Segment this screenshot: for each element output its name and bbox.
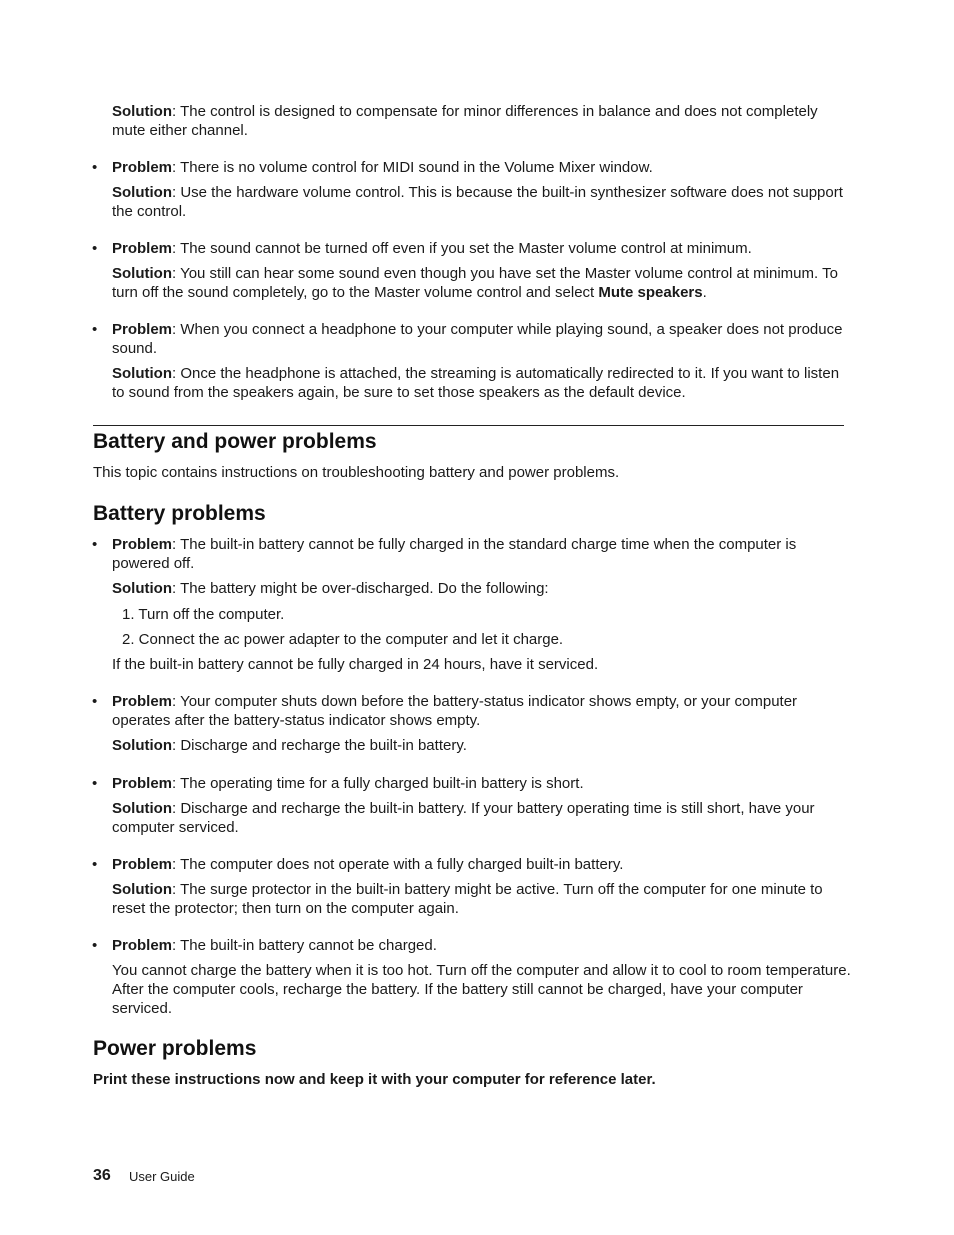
solution-label: Solution (112, 184, 172, 201)
solution-followup: If the built-in battery cannot be fully charged in 24 hours, have it serviced. (112, 656, 599, 673)
bullet: • (92, 693, 98, 710)
solution-paragraph (112, 102, 852, 140)
solution-label: Solution (112, 580, 172, 597)
solution-text: : Discharge and recharge the built-in battery. If your battery operating time is still short, have your computer serviced. (112, 800, 815, 836)
problem-paragraph (112, 535, 852, 573)
problem-label: Problem (112, 536, 173, 553)
bullet: • (92, 536, 98, 553)
page-number: 36 (93, 1167, 111, 1184)
problem-text: : The sound cannot be turned off even if you set the Master volume control at minimum. (172, 240, 752, 257)
problem-label: Problem (112, 775, 173, 792)
solution-text: : Discharge and recharge the built-in battery. (172, 737, 467, 754)
problem-paragraph (112, 692, 852, 730)
bullet: • (92, 159, 98, 176)
solution-paragraph (112, 799, 852, 837)
solution-label: Solution (112, 265, 172, 282)
bullet: • (92, 775, 98, 792)
solution-paragraph (112, 880, 852, 918)
solution-label: Solution (112, 881, 172, 898)
numbered-step: 1. Turn off the computer. (122, 606, 285, 623)
solution-paragraph (112, 183, 852, 221)
problem-label: Problem (112, 937, 173, 954)
bullet: • (92, 321, 98, 338)
bullet: • (92, 856, 98, 873)
numbered-step: 2. Connect the ac power adapter to the computer and let it charge. (122, 631, 564, 648)
solution-paragraph (112, 264, 852, 302)
bullet: • (92, 240, 98, 257)
problem-paragraph (112, 936, 852, 955)
solution-label: Solution (112, 103, 172, 120)
mute-speakers-term: Mute speakers (598, 284, 703, 301)
section-divider (93, 425, 844, 426)
problem-paragraph (112, 239, 852, 258)
solution-text: : You still can hear some sound even though you have set the Master volume control at minimum. To turn off the sound completely, go to the Master volume control and select (112, 265, 838, 301)
solution-label: Solution (112, 800, 172, 817)
problem-text: : The computer does not operate with a fully charged built-in battery. (172, 856, 624, 873)
problem-text: : The built-in battery cannot be fully charged in the standard charge time when the computer is powered off. (112, 536, 797, 572)
problem-text: : There is no volume control for MIDI sound in the Volume Mixer window. (172, 159, 653, 176)
footer-title: User Guide (129, 1169, 195, 1184)
solution-text: : The surge protector in the built-in battery might be active. Turn off the computer for one minute to reset the protector; then turn on the computer again. (112, 881, 823, 917)
problem-label: Problem (112, 856, 173, 873)
problem-text: : Your computer shuts down before the battery-status indicator shows empty, or your computer operates after the battery-status indicator shows empty. (112, 693, 798, 729)
solution-label: Solution (112, 365, 172, 382)
solution-label: Solution (112, 737, 172, 754)
section-heading: Battery and power problems (93, 430, 377, 453)
solution-text: : The battery might be over-discharged. Do the following: (172, 580, 549, 597)
solution-text: : Once the headphone is attached, the streaming is automatically redirected to it. If you want to listen to sound from the speakers again, be sure to set those speakers as the default device. (112, 365, 840, 401)
problem-label: Problem (112, 693, 173, 710)
problem-label: Problem (112, 240, 173, 257)
solution-paragraph (112, 364, 852, 402)
problem-text: : When you connect a headphone to your computer while playing sound, a speaker does not produce sound. (112, 321, 843, 357)
subsection-heading: Battery problems (93, 502, 266, 525)
solution-text: : The control is designed to compensate for minor differences in balance and does not completely mute either channel. (112, 103, 818, 139)
problem-text: : The operating time for a fully charged built-in battery is short. (172, 775, 584, 792)
problem-paragraph (112, 774, 852, 793)
problem-paragraph (112, 158, 852, 177)
power-note: Print these instructions now and keep it with your computer for reference later. (93, 1071, 656, 1088)
problem-text: : The built-in battery cannot be charged. (172, 937, 437, 954)
bullet: • (92, 937, 98, 954)
solution-paragraph (112, 736, 852, 755)
subsection-heading: Power problems (93, 1037, 257, 1060)
solution-text: : Use the hardware volume control. This is because the built-in synthesizer software does not support the control. (112, 184, 843, 220)
solution-paragraph: You cannot charge the battery when it is too hot. Turn off the computer and allow it to cool to room temperature. After the computer cools, recharge the battery. If the battery still cannot be charged, have your computer serviced. (112, 962, 851, 1017)
intro-paragraph: This topic contains instructions on troubleshooting battery and power problems. (93, 464, 620, 481)
problem-paragraph (112, 855, 852, 874)
problem-paragraph (112, 320, 852, 358)
problem-label: Problem (112, 159, 173, 176)
solution-text-end: . (702, 284, 707, 301)
solution-paragraph (112, 579, 852, 598)
problem-label: Problem (112, 321, 173, 338)
